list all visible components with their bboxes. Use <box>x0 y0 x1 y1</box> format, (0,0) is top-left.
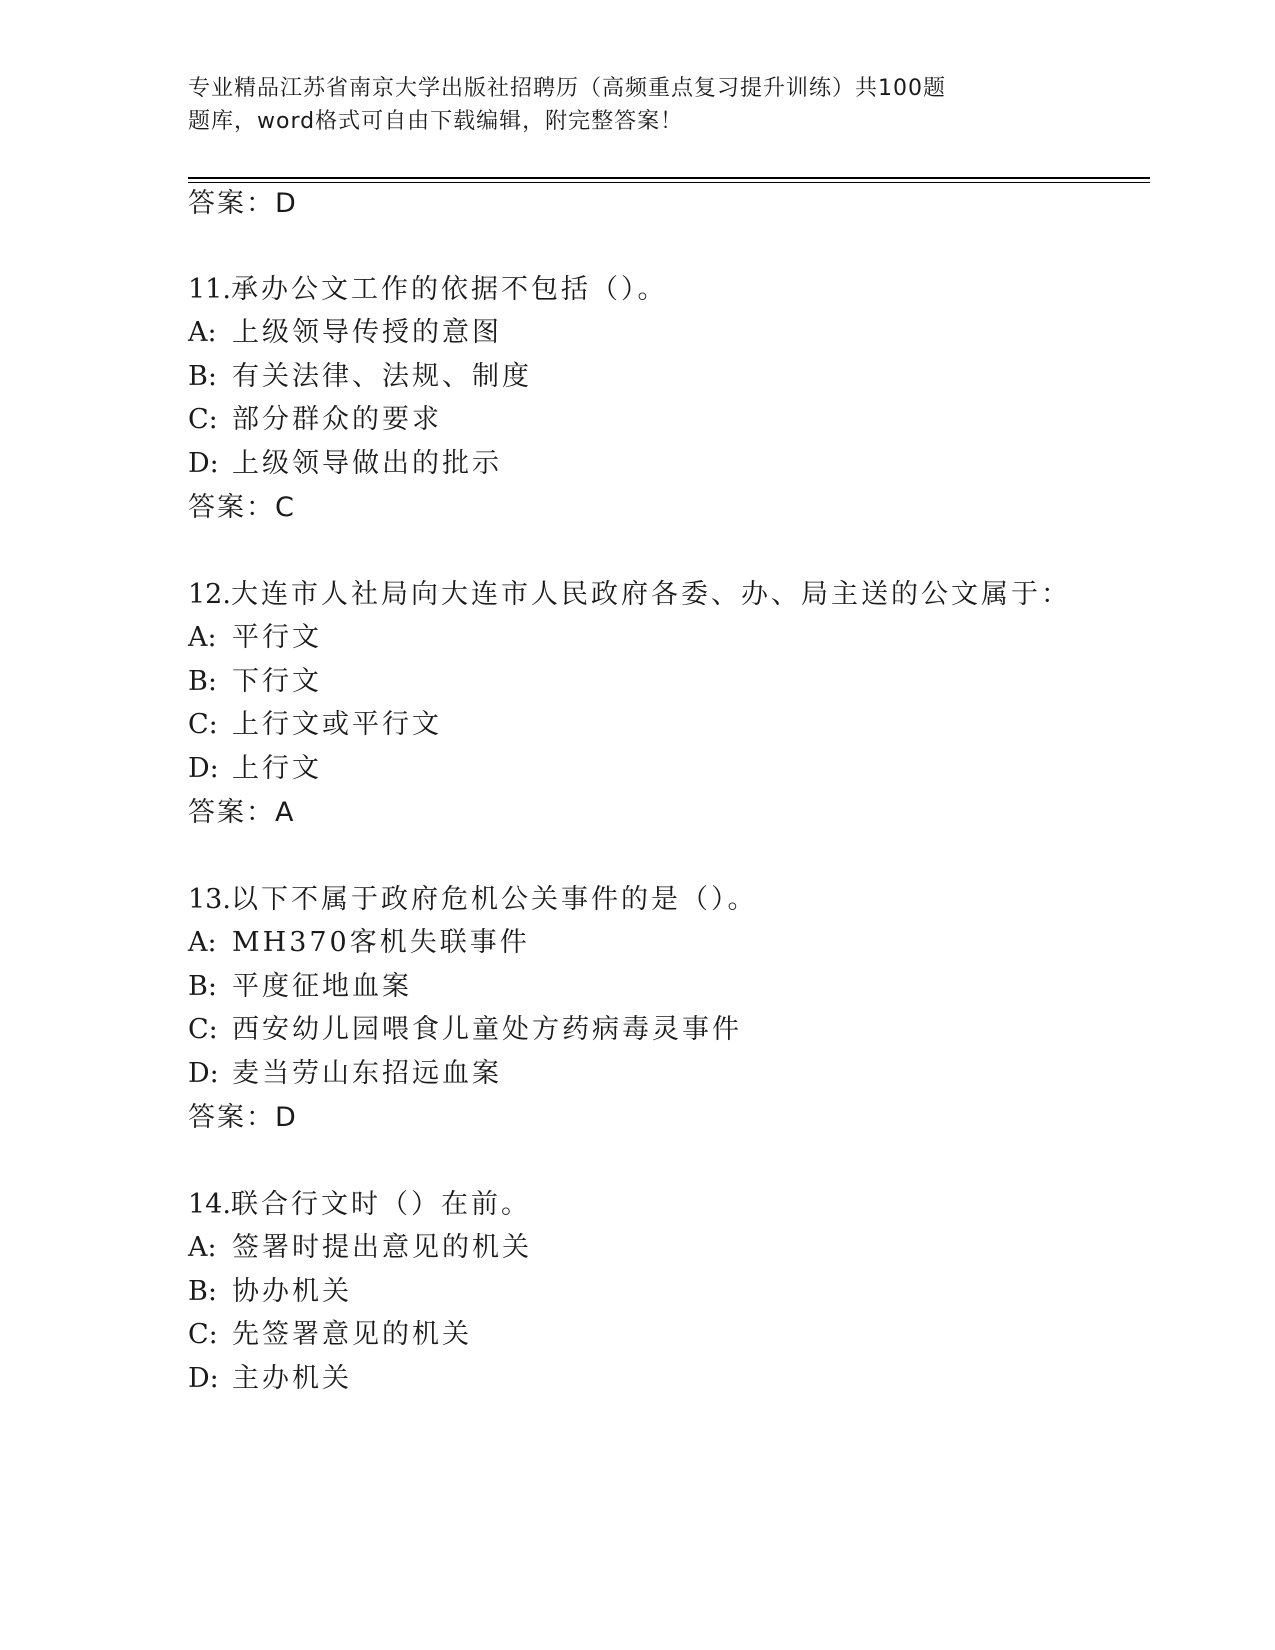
question-number: 13. <box>188 884 231 915</box>
option-text: 麦当劳山东招远血案 <box>232 1058 502 1089</box>
option-14-c <box>188 1317 472 1353</box>
option-12-d <box>188 751 322 787</box>
option-letter: C: <box>188 404 218 435</box>
option-11-a <box>188 315 502 351</box>
question-text: 联合行文时（）在前。 <box>230 1189 531 1220</box>
answer-13: 答案：D <box>188 1102 298 1133</box>
answer-prev: 答案：D <box>188 188 298 219</box>
option-13-c <box>188 1012 742 1048</box>
option-14-d <box>188 1361 352 1397</box>
option-text: 平行文 <box>232 622 322 653</box>
option-letter: C: <box>188 1319 218 1350</box>
question-13 <box>188 882 757 918</box>
option-letter: B: <box>188 971 217 1002</box>
question-text: 承办公文工作的依据不包括（）。 <box>230 274 668 305</box>
option-12-c <box>188 707 442 743</box>
question-text: 大连市人社局向大连市人民政府各委、办、局主送的公文属于： <box>230 579 1071 610</box>
option-letter: D: <box>188 448 219 479</box>
header-line-2: 题库，word格式可自由下载编辑，附完整答案！ <box>188 109 684 134</box>
option-text: 先签署意见的机关 <box>232 1319 472 1350</box>
option-14-b <box>188 1274 352 1310</box>
option-12-a <box>188 620 322 656</box>
option-text: 上行文 <box>232 753 322 784</box>
option-letter: B: <box>188 666 217 697</box>
question-number: 14. <box>188 1189 231 1220</box>
option-text: 主办机关 <box>232 1363 352 1394</box>
header-line-1: 专业精品江苏省南京大学出版社招聘历（高频重点复习提升训练）共100题 <box>188 76 946 101</box>
header-divider <box>188 177 1150 183</box>
option-text: 上级领导传授的意图 <box>232 317 502 348</box>
option-13-a <box>188 925 530 961</box>
option-text: 下行文 <box>232 666 322 697</box>
question-number: 11. <box>188 274 231 305</box>
option-letter: A: <box>188 1232 217 1263</box>
option-letter: A: <box>188 622 217 653</box>
answer-11: 答案：C <box>188 492 296 523</box>
question-11 <box>188 272 667 308</box>
option-letter: C: <box>188 1014 218 1045</box>
option-text: MH370客机失联事件 <box>232 927 530 958</box>
option-letter: B: <box>188 361 217 392</box>
option-11-c <box>188 402 442 438</box>
option-13-b <box>188 969 412 1005</box>
question-text: 以下不属于政府危机公关事件的是（）。 <box>230 884 758 915</box>
option-letter: A: <box>188 927 217 958</box>
question-number: 12. <box>188 579 231 610</box>
option-text: 西安幼儿园喂食儿童处方药病毒灵事件 <box>232 1014 742 1045</box>
option-letter: D: <box>188 1363 219 1394</box>
option-text: 平度征地血案 <box>232 971 412 1002</box>
question-14 <box>188 1187 531 1223</box>
option-text: 有关法律、法规、制度 <box>232 361 532 392</box>
option-text: 部分群众的要求 <box>232 404 442 435</box>
option-letter: A: <box>188 317 217 348</box>
answer-12: 答案：A <box>188 797 296 828</box>
option-text: 上级领导做出的批示 <box>232 448 502 479</box>
option-text: 上行文或平行文 <box>232 709 442 740</box>
option-text: 协办机关 <box>232 1276 352 1307</box>
option-13-d <box>188 1056 502 1092</box>
option-12-b <box>188 664 322 700</box>
option-text: 签署时提出意见的机关 <box>232 1232 532 1263</box>
option-letter: D: <box>188 1058 219 1089</box>
option-11-b <box>188 359 532 395</box>
document-header <box>188 72 1028 138</box>
option-14-a <box>188 1230 532 1266</box>
option-letter: B: <box>188 1276 217 1307</box>
question-12 <box>188 577 1071 613</box>
option-letter: C: <box>188 709 218 740</box>
option-letter: D: <box>188 753 219 784</box>
option-11-d <box>188 446 502 482</box>
